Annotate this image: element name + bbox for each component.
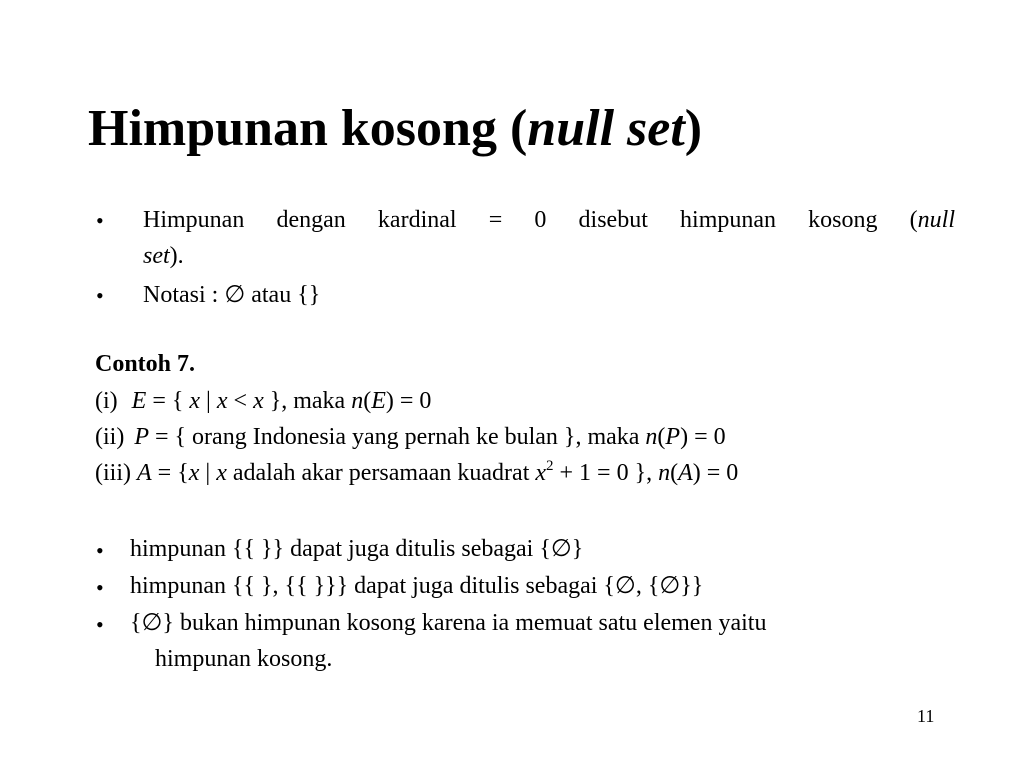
example-item-i: (i) E = { x | x < x }, maka n(E) = 0	[95, 388, 432, 414]
bullet-icon: •	[96, 538, 104, 563]
bullet-text: himpunan {{ }, {{ }}} dapat juga ditulis sebagai {∅, {∅}}	[130, 573, 704, 599]
example-item-ii: (ii) P = { orang Indonesia yang pernah ke bulan }, maka n(P) = 0	[95, 424, 726, 450]
bullet-text-line: Himpunan dengan kardinal = 0 disebut himpunan kosong (null	[143, 207, 955, 233]
page-number: 11	[917, 706, 935, 726]
bullet-text: himpunan {{ }} dapat juga ditulis sebagai {∅}	[130, 536, 584, 562]
bullet-text: Notasi : ∅ atau {}	[143, 282, 321, 308]
example-heading: Contoh 7.	[95, 351, 196, 377]
bullet-text-line: set).	[143, 243, 184, 269]
bullet-text-line: {∅} bukan himpunan kosong karena ia memuat satu elemen yaitu	[130, 610, 767, 636]
bullet-icon: •	[96, 575, 104, 600]
bullet-text-line: himpunan kosong.	[155, 646, 333, 672]
example-item-iii: (iii) A = {x | x adalah akar persamaan kuadrat $x^2 + 1 = 0$ }, n(A) = 0	[95, 458, 739, 486]
bullet-icon: •	[96, 208, 104, 233]
bullet-icon: •	[96, 612, 104, 637]
bullet-icon: •	[96, 283, 104, 308]
slide-title: Himpunan kosong (null set)	[88, 100, 703, 157]
